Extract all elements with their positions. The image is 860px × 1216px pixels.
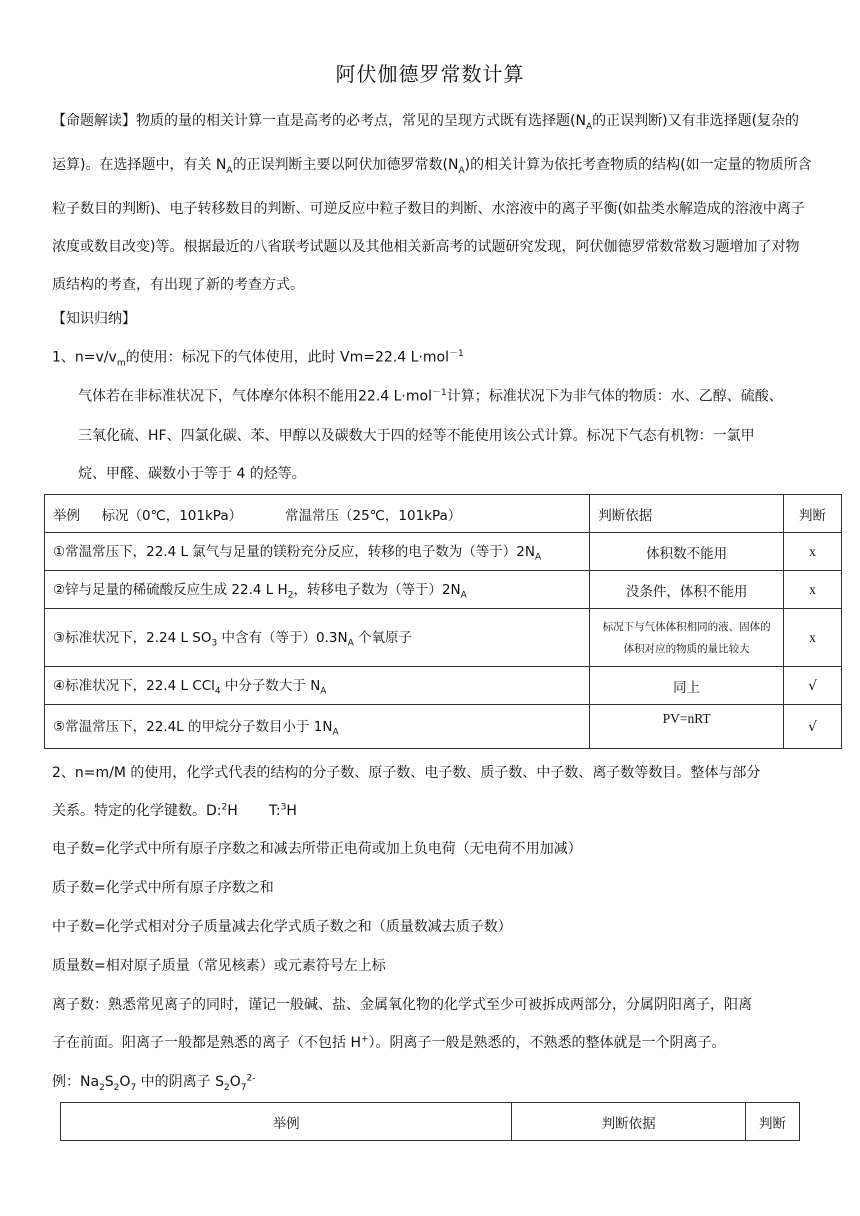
- knowledge-heading: 【知识归纳】: [52, 311, 136, 327]
- item2-line2: 关系。特定的化学键数。D:$^2$H T:$^3$H: [52, 802, 297, 819]
- table-header-row: 举例 标况（0℃，101kPa） 常温常压（25℃，101kPa） 判断依据 判断: [45, 495, 842, 533]
- table-mass-count: [60, 1102, 800, 1141]
- page-title: 阿伏伽德罗常数计算: [335, 62, 525, 86]
- neutron-count-rule: 中子数=化学式相对分子质量减去化学式质子数之和（质量数减去质子数）: [52, 919, 512, 935]
- item2-line1: 2、n=m/M 的使用，化学式代表的结构的分子数、原子数、电子数、质子数、中子数、离子数等数目。整体与部分: [52, 765, 761, 781]
- electron-count-rule: 电子数=化学式中所有原子序数之和减去所带正电荷或加上负电荷（无电荷不用加减）: [52, 841, 582, 857]
- item1-line1: 气体若在非标准状况下，气体摩尔体积不能用22.4 L·mol$^{-1}$计算；标准状况下为非气体的物质：水、乙醇、硫酸、: [78, 388, 783, 405]
- anion-example: 例：$Na_2S_2O_7$ 中的阴离子 $S_2O_7^{2-}$: [52, 1073, 256, 1093]
- intro-paragraph: 【命题解读】物质的量的相关计算一直是高考的必考点，常见的呈现方式既有选择题($N_A$的正误判断)又有非选择题(复杂的运算)。在选择题中，有关 $N_A$的正误判断主要以阿伏加德罗常数$(N_A)$的相关计算为依托考查物质的结构(如一定量的物质所含粒子数目的判断)、电子转移数目的判断、可逆反应中粒子数目的判断、水溶液中的离子平衡(如盐类水解造成的溶液中离子浓度或数目改变)等。根据最近的八省联考试题以及其他相关新高考的试题研究发现，阿伏伽德罗常数常数习题增加了对物质结构的考查，有出现了新的考查方式。: [52, 113, 812, 293]
- table-row: ③标准状况下，2.24 L $SO_3$ 中含有（等于）$0.3N_A$ 个氧原子 标况下与气体体积相同的液、固体的体积对应的物质的量比较大 x: [45, 609, 842, 667]
- item1-line3: 烷、甲醛、碳数小于等于 4 的烃等。: [78, 466, 306, 482]
- table-na-volume: [44, 494, 842, 749]
- proton-count-rule: 质子数=化学式中所有原子序数之和: [52, 880, 274, 896]
- table-header-row: 举例 判断依据 判断: [61, 1103, 800, 1141]
- table-row: ⑤常温常压下，22.4L 的甲烷分子数目小于 $1N_A$ PV=nRT √: [45, 705, 842, 749]
- table-row: ②锌与足量的稀硫酸反应生成 22.4 L $H_2$，转移电子数为（等于）$2N_A$ 没条件，体积不能用 x: [45, 571, 842, 609]
- mass-number-rule: 质量数=相对原子质量（常见核素）或元素符号左上标: [52, 958, 386, 974]
- ion-count-rule-line1: 离子数：熟悉常见离子的同时，谨记一般碱、盐、金属氧化物的化学式至少可被拆成两部分，分属阴阳离子，阳离: [52, 997, 752, 1013]
- item1-heading: 1、$n=v/v_m$的使用：标况下的气体使用，此时 Vm=22.4 L·mol$^{-1}$: [52, 349, 464, 369]
- table-row: ④标准状况下，22.4 L CCl$_4$ 中分子数大于 $N_A$ 同上 √: [45, 667, 842, 705]
- ion-count-rule-line2: 子在前面。阳离子一般都是熟悉的离子（不包括 H+）。阴离子一般是熟悉的，不熟悉的整体就是一个阴离子。: [52, 1034, 726, 1051]
- table-row: ①常温常压下，22.4 L 氯气与足量的镁粉充分反应，转移的电子数为（等于）$2N_A$ 体积数不能用 x: [45, 533, 842, 571]
- item1-line2: 三氧化硫、HF、四氯化碳、苯、甲醇以及碳数大于四的烃等不能使用该公式计算。标况下气态有机物：一氯甲: [78, 428, 755, 444]
- intro-tag: 【命题解读】: [52, 113, 136, 129]
